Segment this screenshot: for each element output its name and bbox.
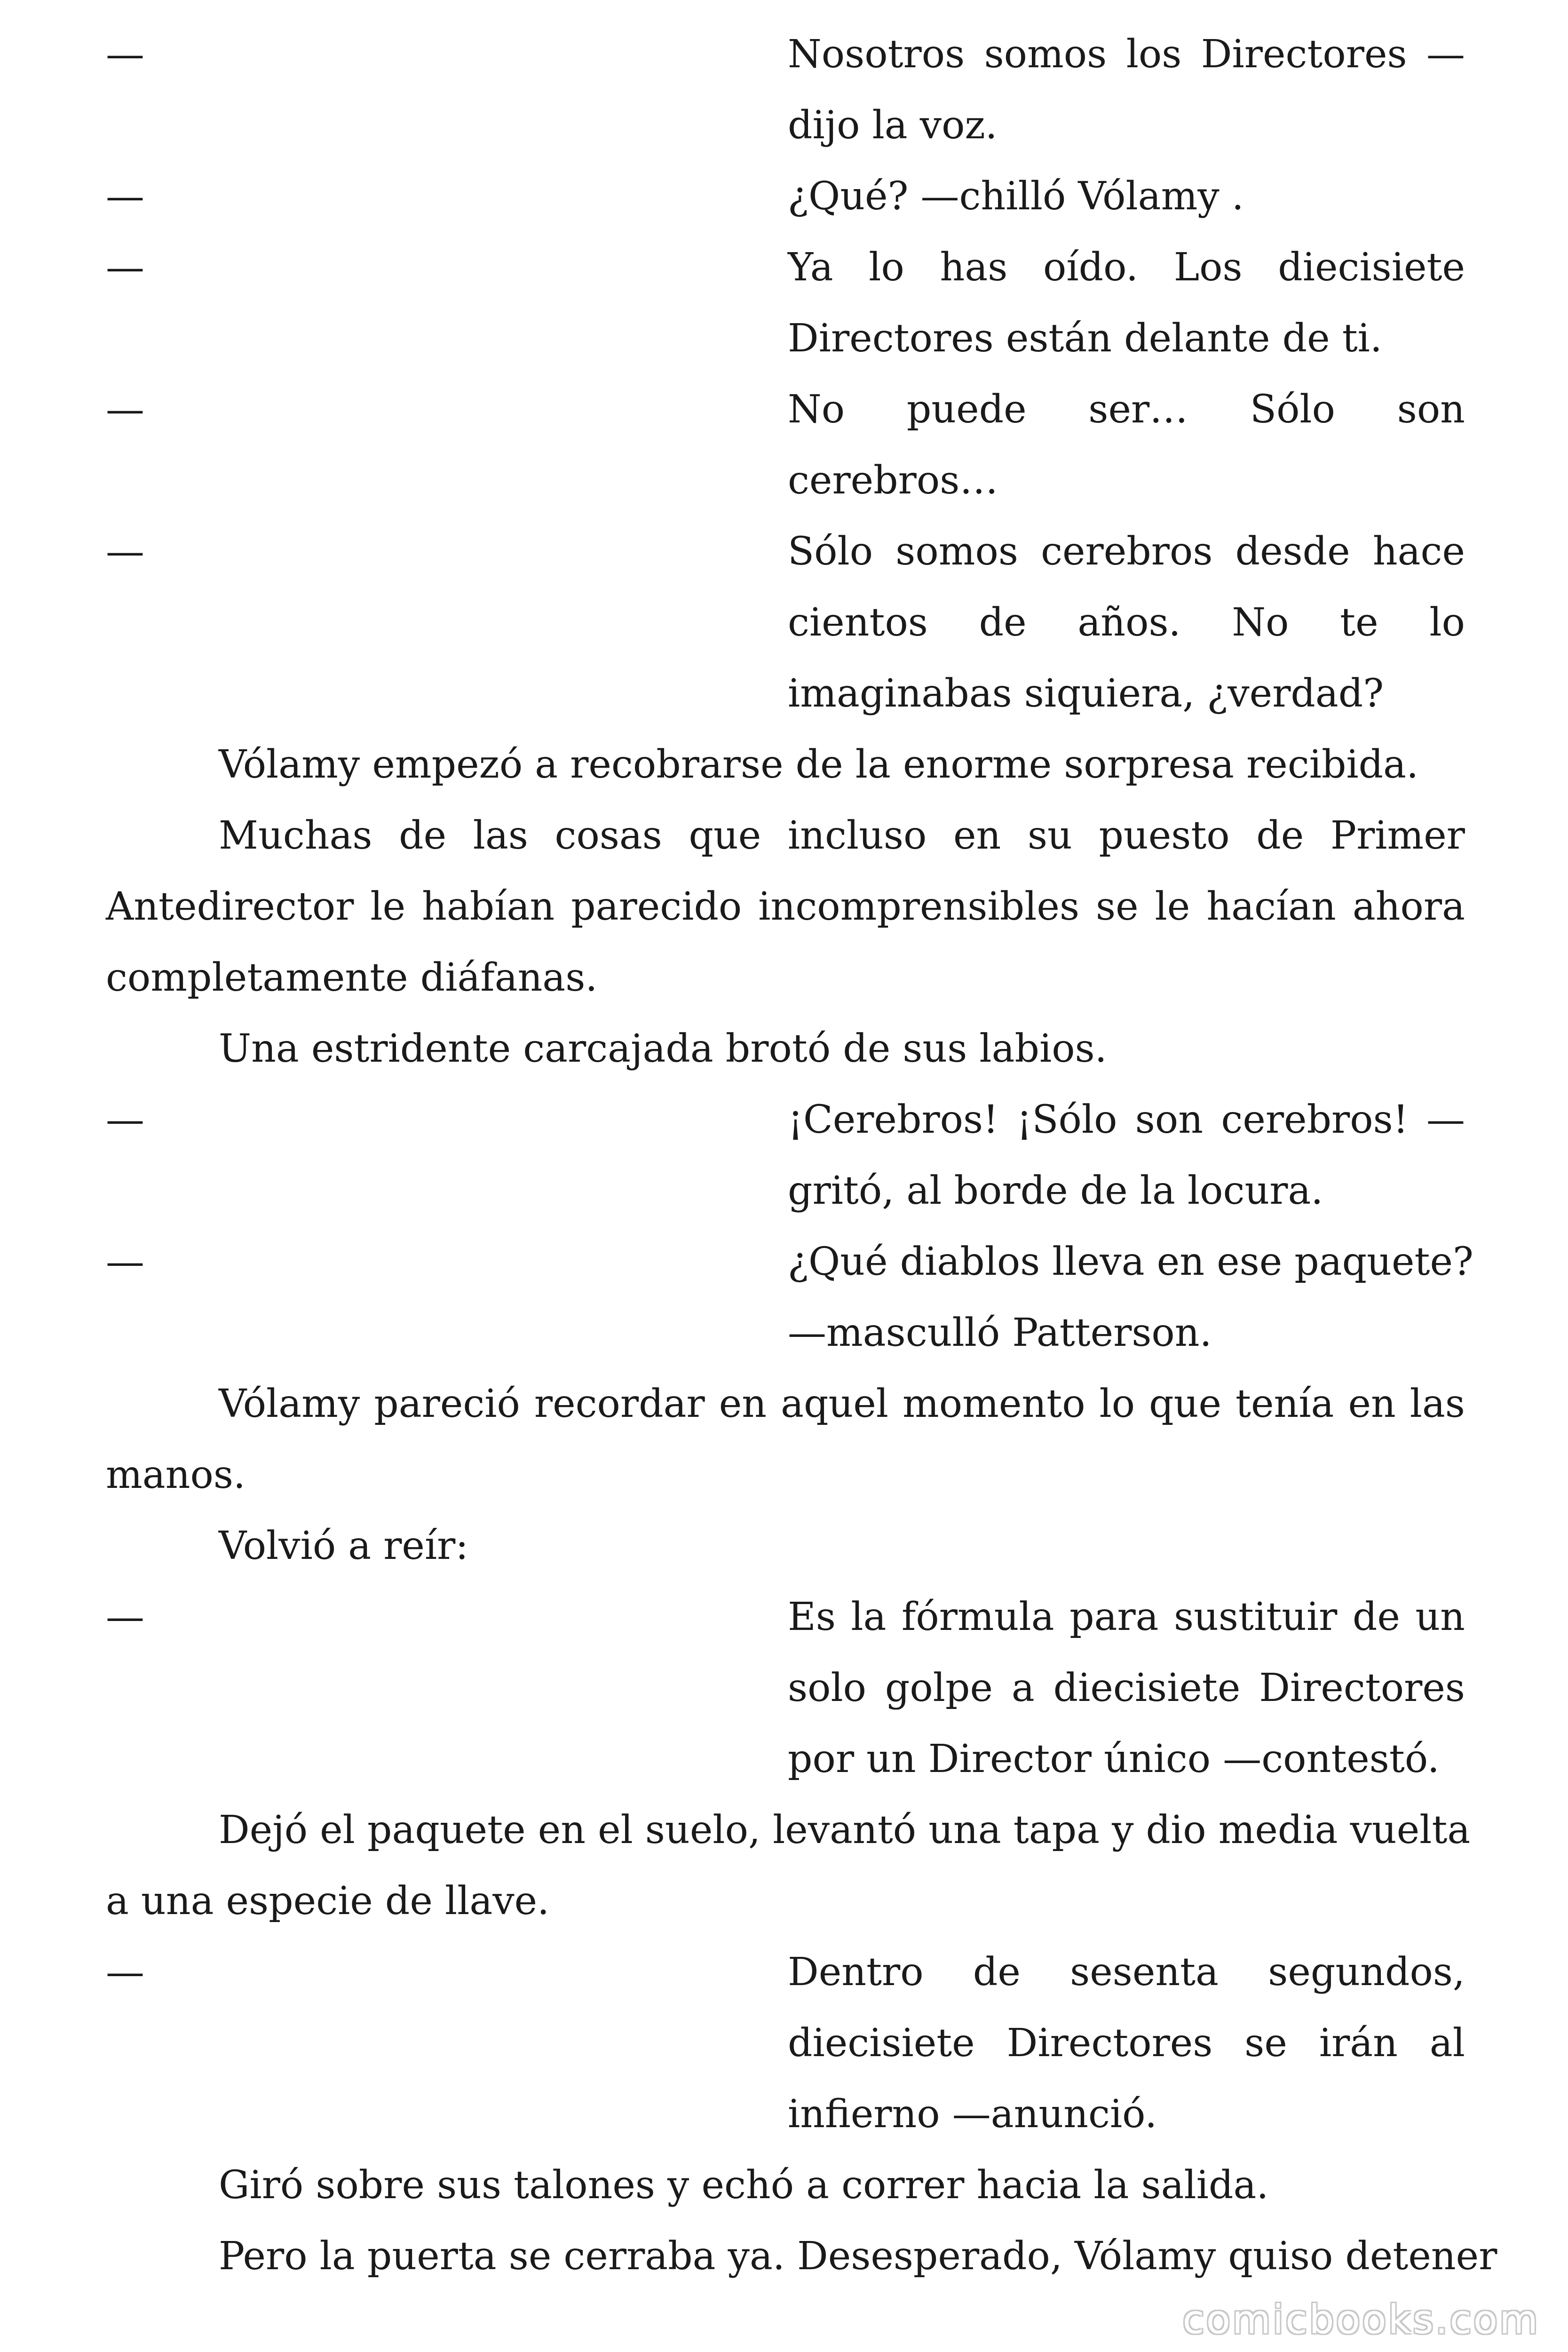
text-line: Dentro de sesenta segundos, — [788, 1950, 1465, 1994]
dialogue-block — [106, 1226, 1473, 1368]
text-line: cientos de años. No te lo — [788, 600, 1465, 645]
text-line: ¡Cerebros! ¡Sólo son cerebros! — — [788, 1097, 1465, 1142]
dialogue-text — [788, 1581, 1465, 1795]
text-line: Una estridente carcajada brotó de sus labios. — [219, 1026, 1107, 1071]
dialogue-block — [106, 232, 1465, 374]
text-line: por un Director único —contestó. — [788, 1737, 1440, 1781]
dialogue-text — [788, 1937, 1465, 2150]
dialogue-block — [106, 516, 1465, 729]
text-line: Antedirector le habían parecido incomprensibles se le hacían ahora — [106, 884, 1465, 929]
text-line: —masculló Patterson. — [788, 1311, 1212, 1355]
text-line: completamente diáfanas. — [106, 955, 598, 1000]
dialogue-block — [106, 1937, 1465, 2150]
narrative-paragraph — [106, 729, 1465, 800]
text-line: gritó, al borde de la locura. — [788, 1168, 1323, 1213]
text-line: Nosotros somos los Directores — — [788, 32, 1465, 77]
text-line: imaginabas siquiera, ¿verdad? — [788, 671, 1384, 716]
text-line: ¿Qué? —chilló Vólamy . — [788, 174, 1244, 219]
text-line: Vólamy pareció recordar en aquel momento lo que tenía en las — [219, 1382, 1465, 1426]
text-line: Dejó el paquete en el suelo, levantó una tapa y dio media vuelta — [219, 1808, 1471, 1852]
dialogue-block — [106, 1581, 1465, 1795]
dialogue-text — [788, 374, 1465, 516]
narrative-paragraph — [106, 2221, 1497, 2292]
dialogue-dash: — — [106, 529, 144, 574]
narrative-paragraph — [106, 800, 1465, 1013]
dialogue-dash: — — [106, 174, 144, 219]
text-line: Vólamy empezó a recobrarse de la enorme sorpresa recibida. — [219, 742, 1419, 787]
narrative-paragraph — [106, 1795, 1471, 1937]
text-line: Volvió a reír: — [219, 1524, 468, 1568]
narrative-paragraph — [106, 1013, 1465, 1084]
dialogue-dash: — — [106, 387, 144, 432]
page-text-body — [106, 19, 1497, 2292]
dialogue-dash: — — [106, 1950, 144, 1994]
dialogue-block — [106, 374, 1465, 516]
text-line: solo golpe a diecisiete Directores — [788, 1666, 1465, 1710]
dialogue-text — [788, 232, 1465, 374]
dialogue-text — [788, 1226, 1473, 1368]
text-line: Giró sobre sus talones y echó a correr hacia la salida. — [219, 2163, 1269, 2208]
text-line: infierno —anunció. — [788, 2092, 1157, 2137]
text-line: cerebros… — [788, 458, 998, 503]
book-page — [106, 19, 1497, 2292]
text-line: Ya lo has oído. Los diecisiete — [788, 245, 1465, 290]
dialogue-dash: — — [106, 245, 144, 290]
text-line: dijo la voz. — [788, 103, 998, 148]
text-line: Muchas de las cosas que incluso en su puesto de Primer — [219, 813, 1465, 858]
dialogue-block — [106, 19, 1465, 161]
text-line: Sólo somos cerebros desde hace — [788, 529, 1465, 574]
narrative-paragraph — [106, 1368, 1465, 1510]
text-line: Pero la puerta se cerraba ya. Desesperado, Vólamy quiso detener — [219, 2234, 1497, 2279]
dialogue-text — [788, 516, 1465, 729]
dialogue-dash: — — [106, 1240, 144, 1284]
dialogue-text — [788, 19, 1465, 161]
watermark-logo: comicbooks.com — [1182, 2296, 1540, 2343]
dialogue-dash: — — [106, 1097, 144, 1142]
narrative-paragraph — [106, 2150, 1465, 2221]
narrative-paragraph — [106, 1510, 1465, 1581]
text-line: ¿Qué diablos lleva en ese paquete? — [788, 1240, 1473, 1284]
dialogue-block — [106, 161, 1465, 232]
text-line: a una especie de llave. — [106, 1879, 550, 1923]
dialogue-text — [788, 1084, 1465, 1226]
dialogue-dash: — — [106, 1595, 144, 1639]
dialogue-block — [106, 1084, 1465, 1226]
text-line: manos. — [106, 1453, 245, 1497]
dialogue-text — [788, 161, 1465, 232]
text-line: Es la fórmula para sustituir de un — [788, 1595, 1465, 1639]
text-line: diecisiete Directores se irán al — [788, 2021, 1465, 2066]
dialogue-dash: — — [106, 32, 144, 77]
text-line: Directores están delante de ti. — [788, 316, 1382, 361]
text-line: No puede ser… Sólo son — [788, 387, 1465, 432]
